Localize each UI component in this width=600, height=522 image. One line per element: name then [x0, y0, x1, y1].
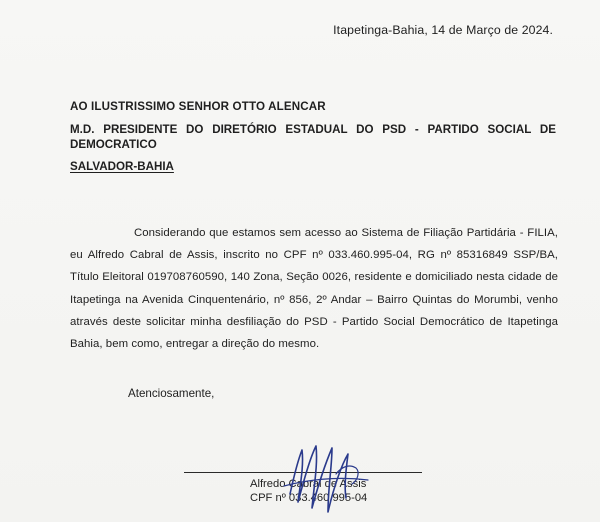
signatory-name: Alfredo Cabral de Assis: [250, 478, 367, 490]
addressee-title: M.D. PRESIDENTE DO DIRETÓRIO ESTADUAL DO PSD - PARTIDO SOCIAL DE DEMOCRATICO: [70, 123, 556, 151]
signature-line: [184, 472, 422, 473]
addressee-city: SALVADOR-BAHIA: [70, 160, 174, 173]
handwritten-signature: [276, 436, 386, 516]
signatory-cpf: CPF nº 033.460.995-04: [250, 492, 368, 504]
place-date: Itapetinga-Bahia, 14 de Março de 2024.: [333, 23, 553, 37]
closing-salutation: Atenciosamente,: [128, 387, 215, 400]
addressee-name: AO ILUSTRISSIMO SENHOR OTTO ALENCAR: [70, 100, 326, 113]
body-paragraph: Considerando que estamos sem acesso ao Sistema de Filiação Partidária - FILIA, eu Alfredo Cabral de Assis, inscrito no CPF nº 033.460.995-04, RG nº 85316849 SSP/BA, Título Eleitoral 019708760590, 140 Zona, Seção 0026, residente e domiciliado nesta cidade de Itapetinga na Avenida Cinquentenário, nº 856, 2º Andar – Bairro Quintas do Morumbi, venho através deste solicitar minha desfiliação do PSD - Partido Social Democrático de Itapetinga Bahia, bem como, entregar a direção do mesmo.: [70, 227, 558, 351]
